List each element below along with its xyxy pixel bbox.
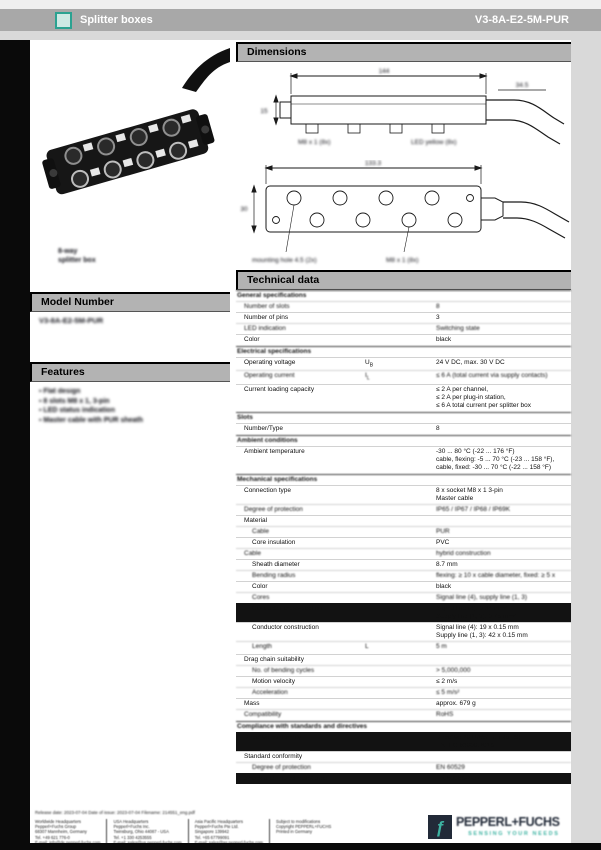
left-page-margin [0, 40, 30, 850]
feature-item: ▪ Flat design [39, 388, 81, 395]
photo-caption [58, 247, 96, 265]
model-number-heading: Model Number [30, 292, 230, 312]
brand-name: PEPPERL+FUCHS [456, 815, 560, 829]
pepperl-fuchs-logo [428, 815, 560, 839]
dim-top-label-right: M8 x 1 (8x) [386, 257, 419, 264]
table-row: No. of bending cycles > 5,000,000 [236, 665, 571, 676]
table-row: Bending radius flexing: ≥ 10 x cable diameter, fixed: ≥ 5 x [236, 570, 571, 581]
table-section-header: Mechanical specifications [236, 474, 571, 485]
dimension-drawing-side-view [236, 66, 571, 158]
features-heading: Features [30, 362, 230, 382]
table-row: Compatibility RoHS [236, 709, 571, 720]
footer-address-column: Worldwide Headquarters Pepperl+Fuchs Group 68307 Mannheim, Germany Tel. +49 621 776-0 [35, 819, 87, 840]
page-title: Splitter boxes [80, 14, 153, 26]
table-row: Acceleration ≤ 5 m/s² [236, 687, 571, 698]
logo-text-block [456, 815, 560, 837]
table-row: Material [236, 515, 571, 526]
table-row: Connection type 8 x socket M8 x 1 3-pin Master cable [236, 485, 571, 504]
table-row: Color black [236, 581, 571, 592]
table-section-header: Electrical specifications [236, 346, 571, 357]
logo-monogram-icon [428, 815, 452, 839]
table-section-header: Compliance with standards and directives [236, 721, 571, 732]
table-section-header: General specifications [236, 290, 571, 301]
table-row: LED indication Switching state [236, 323, 571, 334]
dim-side-label-right: LED yellow (8x) [411, 139, 457, 146]
footer-address-column: USA Headquarters Pepperl+Fuchs Inc. Twinsburg, Ohio 44087 - USA Tel. +1 330 4253555 [106, 819, 187, 845]
dim-side-height: 15 [260, 108, 268, 115]
footer-address-column: Asia Pacific Headquarters Pepperl+Fuchs Pte Ltd. Singapore 139942 Tel. +65 67799091 [188, 819, 269, 845]
dim-top-width: 30 [240, 206, 248, 213]
header-model-number: V3-8A-E2-5M-PUR [474, 14, 569, 26]
sub-strip [0, 31, 601, 40]
footer-meta-line: Release date: 2023-07-04 Date of issue: 2023-07-04 Filename: 214551_eng.pdf [35, 810, 195, 815]
technical-table [236, 289, 571, 784]
table-row: Current loading capacity ≤ 2 A per channel, ≤ 2 A per plug-in station, ≤ 6 A total current per splitter box [236, 384, 571, 411]
table-row: Cable hybrid construction [236, 548, 571, 559]
table-row: Operating current $I_L$ ≤ 6 A (total current via supply contacts) [236, 370, 571, 383]
features-list [39, 387, 143, 425]
table-section-header: Slots [236, 412, 571, 423]
logo-monogram-glyph: ƒ [435, 817, 445, 837]
table-row: Cores Signal line (4), supply line (1, 3) [236, 592, 571, 603]
brand-tagline: SENSING YOUR NEEDS [468, 831, 560, 837]
table-row: Number of pins 3 [236, 312, 571, 323]
dim-side-label-left: M8 x 1 (8x) [298, 139, 331, 146]
table-row: Directive conformity Directive 2011/65/EU (RoHS) EN IEC 63000:2018 [236, 732, 571, 751]
feature-item: ▪ Master cable with PUR sheath [39, 416, 144, 424]
header-bar [0, 9, 601, 31]
technical-data-heading: Technical data [236, 270, 571, 290]
table-row: Ambient temperature -30 ... 80 °C (-22 ... 176 °F) cable, flexing: -5 ... 70 °C (-23 ... 158 °F), cable, fixed: -30 ... 70 °C (-22 ... 158 °F) [236, 446, 571, 473]
table-row: Color black [236, 334, 571, 345]
table-row: Operating voltage $U_B$ 24 V DC, max. 30 V DC [236, 357, 571, 370]
dim-side-total-length: 144 [378, 68, 390, 75]
brand-square-icon [55, 12, 72, 29]
dim-top-label-left: mounting hole 4.5 (2x) [252, 257, 317, 264]
table-row: Shock and impact resistance EN 60068-2-27 [236, 773, 571, 784]
feature-item: ▪ 8 slots M8 x 1, 3-pin [39, 397, 110, 405]
document-page [30, 40, 571, 843]
product-photo [30, 40, 230, 238]
table-row: Mass approx. 679 g [236, 698, 571, 709]
footer-address-column: Subject to modifications Copyright PEPPERL+FUCHS Printed in Germany [269, 819, 337, 845]
footer-address-columns [35, 819, 423, 845]
table-row: Cable PUR [236, 526, 571, 537]
table-row: Sheath diameter 8.7 mm [236, 559, 571, 570]
dimension-drawing-top-view [236, 160, 571, 272]
table-row: Number of slots 8 [236, 301, 571, 312]
bottom-strip [30, 843, 601, 850]
photo-caption-line1: 8-way [58, 248, 78, 255]
table-section-header: Ambient conditions [236, 435, 571, 446]
photo-caption-line2: splitter box [58, 257, 96, 264]
table-row: Degree of protection EN 60529 [236, 762, 571, 773]
table-row: Drag chain suitability [236, 654, 571, 665]
feature-item: ▪ LED status indication [39, 407, 115, 414]
model-number-value: V3-8A-E2-5M-PUR [39, 316, 104, 325]
table-row: Motion velocity ≤ 2 m/s [236, 676, 571, 687]
table-row: Conductor cross-section Signal line (4): 0.34 mm² Supply line (1, 3): 0.75 mm² [236, 603, 571, 622]
splitter-box-image [30, 40, 230, 238]
dimensions-heading: Dimensions [236, 42, 571, 62]
table-row: Length L 5 m [236, 641, 571, 654]
top-strip [0, 0, 601, 9]
table-row: Conductor construction Signal line (4): 19 x 0.15 mm Supply line (1, 3): 42 x 0.15 mm [236, 622, 571, 641]
right-page-margin [571, 40, 601, 850]
table-row: Core insulation PVC [236, 537, 571, 548]
table-row: Number/Type 8 [236, 423, 571, 434]
table-row: Standard conformity [236, 751, 571, 762]
dim-side-end: 34.5 [515, 82, 529, 89]
dim-top-total-length: 133.3 [364, 160, 382, 167]
table-row: Degree of protection IP65 / IP67 / IP68 / IP69K [236, 504, 571, 515]
